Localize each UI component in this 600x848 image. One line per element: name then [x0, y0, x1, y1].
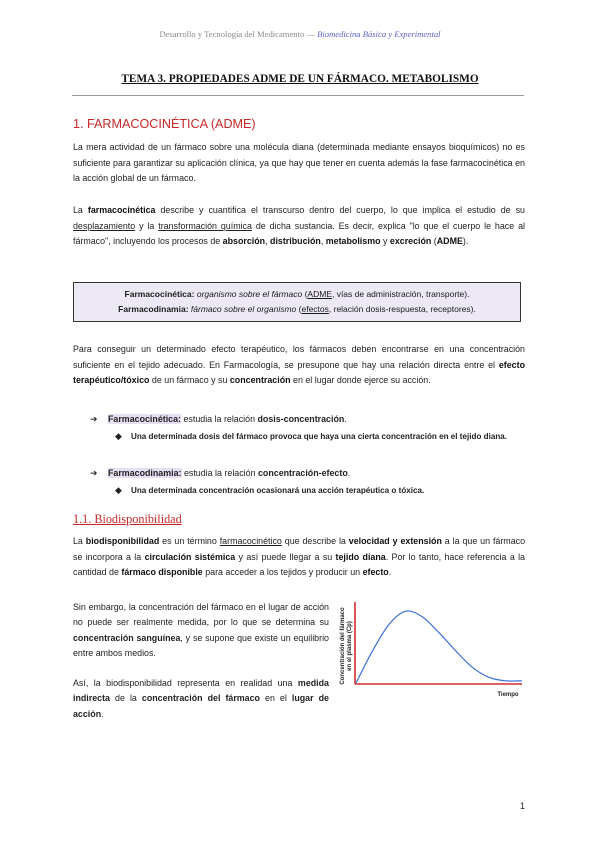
arrow-icon: ➔	[90, 468, 98, 478]
chart-ylabel-line-1: Concentración del fármaco	[340, 607, 346, 685]
title-divider	[72, 95, 524, 96]
page-number: 1	[520, 801, 526, 811]
definition-pharmacokinetics: Farmacocinética: organismo sobre el fármaco (ADME, vías de administración, transporte).	[124, 289, 470, 299]
section-1-paragraph-1: La mera actividad de un fármaco sobre una molécula diana (determinada mediante ensayos bioquímicos) no es suficiente para garantizar su aplicación clínica, ya que hay que tener en cuenta además la fase farmacocinética en la acción global de un fármaco.	[73, 142, 525, 183]
arrow-item-pharmacokinetics: ➔ Farmacocinética: estudia la relación dosis-concentración.	[90, 414, 347, 424]
diamond-bullet-icon: ◆	[115, 431, 122, 441]
arrow-item-pharmacodynamics: ➔ Farmacodinamia: estudia la relación concentración-efecto.	[90, 468, 351, 478]
sub-bullet-1: ◆ Una determinada dosis del fármaco provoca que haya una cierta concentración en el tejido diana.	[131, 429, 526, 444]
section-1-1-paragraph-1: La biodisponibilidad es un término farmacocinético que describe la velocidad y extensión a la que un fármaco se incorpora a la circulación sistémica y así puede llegar a su tejido diana. Por lo tanto, hace referencia a la cantidad de fármaco disponible para acceder a los tejidos y producir un efecto.	[73, 536, 526, 577]
arrow-icon: ➔	[90, 414, 98, 424]
chart-series-line	[356, 611, 522, 683]
section-1-paragraph-2: La farmacocinética describe y cuantifica el transcurso dentro del cuerpo, lo que implica el estudio de su desplazamiento y la transformación química de dicha sustancia. Es decir, explica "lo que el cuerpo le hace al fármaco", incluyendo los procesos de absorción, distribución, metabolismo y excreción (ADME).	[73, 205, 525, 246]
section-1-1-paragraph-3: Así, la biodisponibilidad representa en realidad una medida indirecta de la concentración del fármaco en el lugar de acción.	[73, 678, 329, 719]
section-1-1-heading: 1.1. Biodisponibilidad	[73, 512, 182, 526]
definition-pharmacodynamics: Farmacodinamia: fármaco sobre el organismo (efectos, relación dosis-respuesta, receptores).	[118, 304, 476, 314]
section-1-1-paragraph-2: Sin embargo, la concentración del fármaco en el lugar de acción no puede ser realmente medida, por lo que se determina su concentración sanguínea, y se supone que existe un equilibrio entre ambos medios.	[73, 602, 329, 658]
header-main: Desarrollo y Tecnología del Medicamento —	[159, 29, 315, 39]
chart-xlabel: Tiempo	[497, 692, 519, 698]
definitions-box	[73, 282, 521, 322]
bioavailability-chart	[336, 596, 528, 726]
section-1-paragraph-3: Para conseguir un determinado efecto terapéutico, los fármacos deben encontrarse en una concentración suficiente en el tejido adecuado. En Farmacología, se presupone que hay una relación directa entre el efecto terapéutico/tóxico de un fármaco y su concentración en el lugar donde ejerce su acción.	[73, 344, 525, 385]
header-subtitle: Biomedicina Básica y Experimental	[317, 29, 441, 39]
sub-bullet-2: ◆ Una determinada concentración ocasionará una acción terapéutica o tóxica.	[131, 483, 526, 498]
diamond-bullet-icon: ◆	[115, 485, 122, 495]
chart-ylabel-line-2: en el plasma (Cp)	[347, 621, 353, 671]
running-header	[0, 29, 600, 39]
document-title: TEMA 3. PROPIEDADES ADME DE UN FÁRMACO. METABOLISMO	[121, 73, 479, 85]
section-1-heading: 1. FARMACOCINÉTICA (ADME)	[73, 117, 256, 131]
